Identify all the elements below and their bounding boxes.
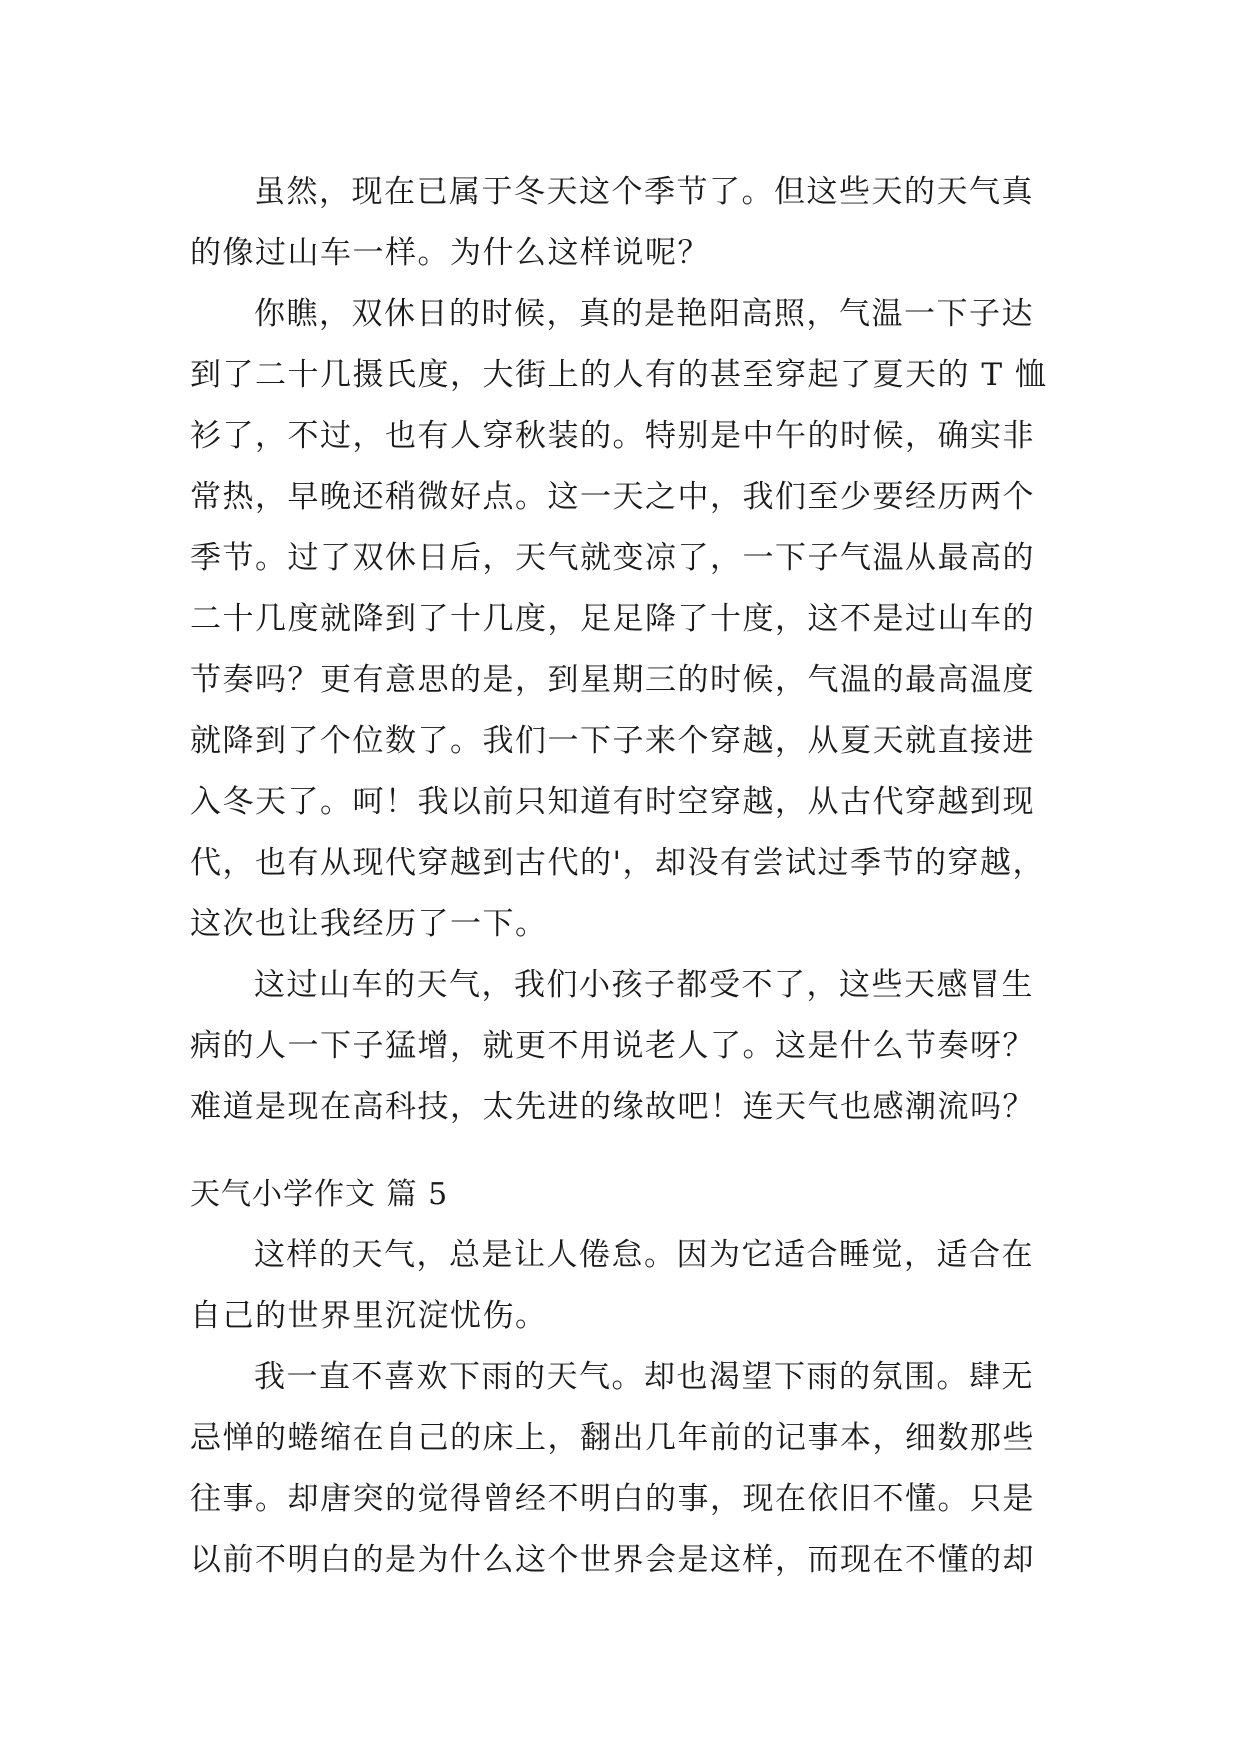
text-line: 自己的世界里沉淀忧伤。 [190, 1298, 548, 1334]
text-line: 这次也让我经历了一下。 [190, 906, 548, 942]
paragraph [190, 162, 1050, 284]
text-line: 虽然，现在已属于冬天这个季节了。但这些天的天气真 [254, 174, 1034, 210]
text-line: 往事。却唐突的觉得曾经不明白的事，现在依旧不懂。只是 [190, 1481, 1035, 1517]
text-line: 就降到了个位数了。我们一下子来个穿越，从夏天就直接进 [190, 723, 1035, 759]
paragraph [190, 955, 1050, 1138]
text-line: 这样的天气，总是让人倦怠。因为它适合睡觉，适合在 [254, 1237, 1034, 1273]
text-line: 以前不明白的是为什么这个世界会是这样，而现在不懂的却 [190, 1542, 1035, 1578]
text-line: 的像过山车一样。为什么这样说呢？ [190, 235, 710, 271]
text-line: 你瞧，双休日的时候，真的是艳阳高照，气温一下子达 [254, 296, 1034, 332]
text-line: 常热，早晚还稍微好点。这一天之中，我们至少要经历两个 [190, 479, 1035, 515]
text-line: 代，也有从现代穿越到古代的'，却没有尝试过季节的穿越， [190, 845, 1046, 881]
text-line: 难道是现在高科技，太先进的缘故吧！连天气也感潮流吗？ [190, 1089, 1035, 1125]
paragraph [190, 1347, 1050, 1591]
text-line: 忌惮的蜷缩在自己的床上，翻出几年前的记事本，细数那些 [190, 1420, 1035, 1456]
text-line: 病的人一下子猛增，就更不用说老人了。这是什么节奏呀？ [190, 1028, 1035, 1064]
text-line: 入冬天了。呵！我以前只知道有时空穿越，从古代穿越到现 [190, 784, 1035, 820]
text-line: 到了二十几摄氏度，大街上的人有的甚至穿起了夏天的 T 恤 [190, 357, 1048, 393]
text-line: 衫了，不过，也有人穿秋装的。特别是中午的时候，确实非 [190, 418, 1035, 454]
paragraph [190, 1225, 1050, 1347]
text-line: 我一直不喜欢下雨的天气。却也渴望下雨的氛围。肆无 [254, 1359, 1034, 1395]
text-line: 季节。过了双休日后，天气就变凉了，一下子气温从最高的 [190, 540, 1035, 576]
section-heading: 天气小学作文 篇 5 [190, 1177, 449, 1212]
text-line: 二十几度就降到了十几度，足足降了十度，这不是过山车的 [190, 601, 1035, 637]
text-line: 这过山车的天气，我们小孩子都受不了，这些天感冒生 [254, 967, 1034, 1003]
text-line: 节奏吗？更有意思的是，到星期三的时候，气温的最高温度 [190, 662, 1035, 698]
paragraph [190, 284, 1050, 955]
section-heading-block [190, 1165, 1050, 1225]
document-page [190, 162, 1050, 1591]
